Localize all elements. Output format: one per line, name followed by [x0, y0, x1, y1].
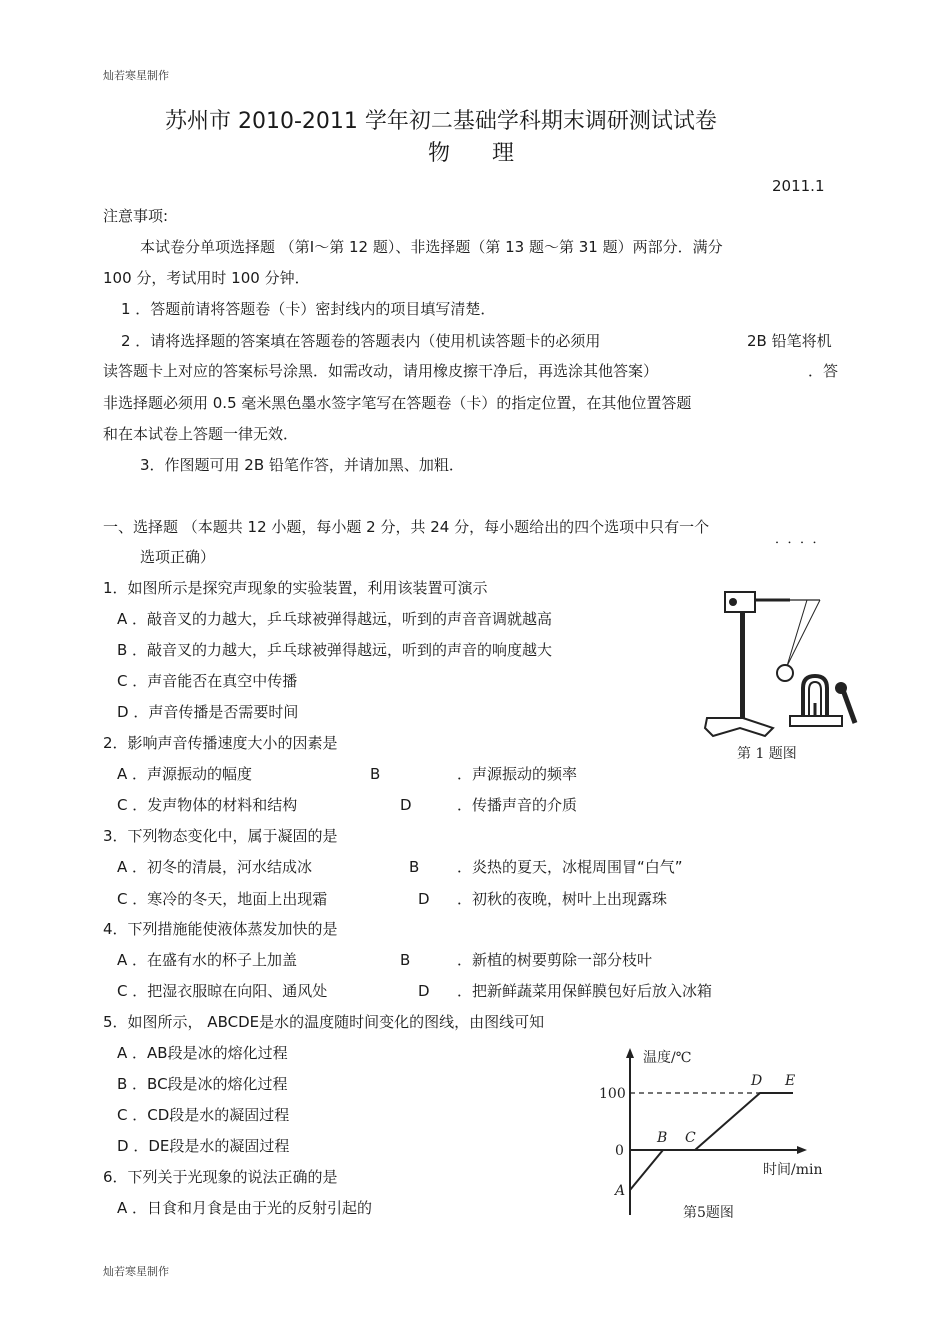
point-c-label: C	[685, 1130, 696, 1146]
point-e-label: E	[785, 1073, 796, 1089]
q6-option-a: A ．日食和月食是由于光的反射引起的	[117, 1199, 373, 1217]
q1-figure-caption: 第 1 题图	[737, 746, 797, 762]
q1-option-a: A ．敲音叉的力越大，乒乓球被弹得越远，听到的声音音调就越高	[117, 610, 553, 628]
q1-stem: 1．如图所示是探究声现象的实验装置，利用该装置可演示	[103, 579, 488, 597]
q1-option-c: C ．声音能否在真空中传播	[117, 672, 298, 690]
q4-option-d: ．把新鲜蔬菜用保鲜膜包好后放入冰箱	[457, 982, 713, 1000]
q3-option-a: A ．初冬的清晨，河水结成冰	[117, 858, 313, 876]
q5-option-c: C ．CD段是水的凝固过程	[117, 1106, 290, 1124]
emphasis-dots: ．．．．	[775, 532, 832, 547]
ping-pong-ball	[777, 665, 793, 681]
q4-stem: 4．下列措施能使液体蒸发加快的是	[103, 920, 338, 938]
notice-item-2f: 和在本试卷上答题一律无效．	[103, 425, 299, 443]
notice-p1b: 100 分，考试用时 100 分钟．	[103, 269, 310, 287]
q2-label-b: B	[370, 765, 381, 783]
q2-option-d: ．传播声音的介质	[457, 796, 578, 814]
section-heading: 一、选择题 （本题共 12 小题，每小题 2 分，共 24 分，每小题给出的四个选项中只有一个	[103, 518, 710, 536]
footer-maker: 灿若寒星制作	[103, 1265, 169, 1278]
notice-item-2b: 2B 铅笔将机	[747, 332, 832, 350]
q4-option-b: ．新植的树要剪除一部分枝叶	[457, 951, 653, 969]
section-heading-2: 选项正确）	[140, 548, 216, 566]
notice-item-3: 3．作图题可用 2B 铅笔作答，并请加黑、加粗．	[140, 456, 464, 474]
exam-date: 2011.1	[772, 177, 825, 195]
q4-label-b: B	[400, 951, 411, 969]
notice-item-1: 1 ．答题前请将答题卷（卡）密封线内的项目填写清楚．	[121, 300, 496, 318]
y-tick-0: 0	[615, 1143, 624, 1159]
notice-item-2e: 非选择题必须用 0.5 毫米黑色墨水签字笔写在答题卷（卡）的指定位置，在其他位置答题	[103, 394, 692, 412]
q4-option-c: C ．把湿衣服晾在向阳、通风处	[117, 982, 328, 1000]
q5-figure	[595, 1040, 840, 1225]
mallet-handle	[843, 690, 855, 723]
q4-label-d: D	[418, 982, 430, 1000]
fork-base	[790, 716, 842, 726]
q5-option-b: B ．BC段是冰的熔化过程	[117, 1075, 288, 1093]
q2-option-c: C ．发声物体的材料和结构	[117, 796, 298, 814]
point-d-label: D	[751, 1073, 763, 1089]
notice-item-2c: 读答题卡上对应的答案标号涂黑．如需改动，请用橡皮擦干净后，再选涂其他答案）	[103, 362, 659, 380]
y-axis-arrow	[626, 1048, 634, 1058]
q2-stem: 2．影响声音传播速度大小的因素是	[103, 734, 338, 752]
notice-item-2d: ．答	[808, 362, 839, 380]
point-b-label: B	[657, 1130, 668, 1146]
x-axis-label: 时间/min	[763, 1162, 823, 1178]
header-maker: 灿若寒星制作	[103, 69, 169, 82]
q6-stem: 6．下列关于光现象的说法正确的是	[103, 1168, 338, 1186]
q1-option-b: B ．敲音叉的力越大，乒乓球被弹得越远，听到的声音的响度越大	[117, 641, 553, 659]
stand-pole	[740, 596, 745, 726]
q1-figure	[695, 578, 870, 768]
y-axis-label: 温度/℃	[643, 1050, 692, 1066]
notice-heading: 注意事项:	[103, 207, 169, 225]
q1-option-d: D ．声音传播是否需要时间	[117, 703, 299, 721]
notice-item-2a: 2 ．请将选择题的答案填在答题卷的答题表内（使用机读答题卡的必须用	[121, 332, 601, 350]
q3-stem: 3．下列物态变化中，属于凝固的是	[103, 827, 338, 845]
q5-option-d: D ．DE段是水的凝固过程	[117, 1137, 290, 1155]
page-title: 苏州市 2010-2011 学年初二基础学科期末调研测试试卷	[165, 109, 717, 134]
q3-option-d: ．初秋的夜晚，树叶上出现露珠	[457, 890, 668, 908]
q2-label-d: D	[400, 796, 412, 814]
q3-option-b: ．炎热的夏天，冰棍周围冒“白气”	[457, 858, 683, 876]
stand-base	[705, 718, 773, 736]
q3-label-b: B	[409, 858, 420, 876]
subject-title: 物 理	[428, 141, 514, 166]
x-axis-arrow	[797, 1146, 807, 1154]
q5-figure-caption: 第5题图	[683, 1205, 734, 1221]
q3-option-c: C ．寒冷的冬天，地面上出现霜	[117, 890, 328, 908]
q5-option-a: A ．AB段是冰的熔化过程	[117, 1044, 288, 1062]
q4-option-a: A ．在盛有水的杯子上加盖	[117, 951, 298, 969]
q2-option-a: A ．声源振动的幅度	[117, 765, 253, 783]
notice-p1a: 本试卷分单项选择题 （第Ⅰ～第 12 题）、非选择题（第 13 题～第 31 题）两部分．满分	[140, 238, 723, 256]
q2-option-b: ．声源振动的频率	[457, 765, 578, 783]
point-a-label: A	[615, 1183, 626, 1199]
q5-stem: 5．如图所示， ABCDE是水的温度随时间变化的图线，由图线可知	[103, 1013, 545, 1031]
q3-label-d: D	[418, 890, 430, 908]
y-tick-100: 100	[599, 1086, 626, 1102]
